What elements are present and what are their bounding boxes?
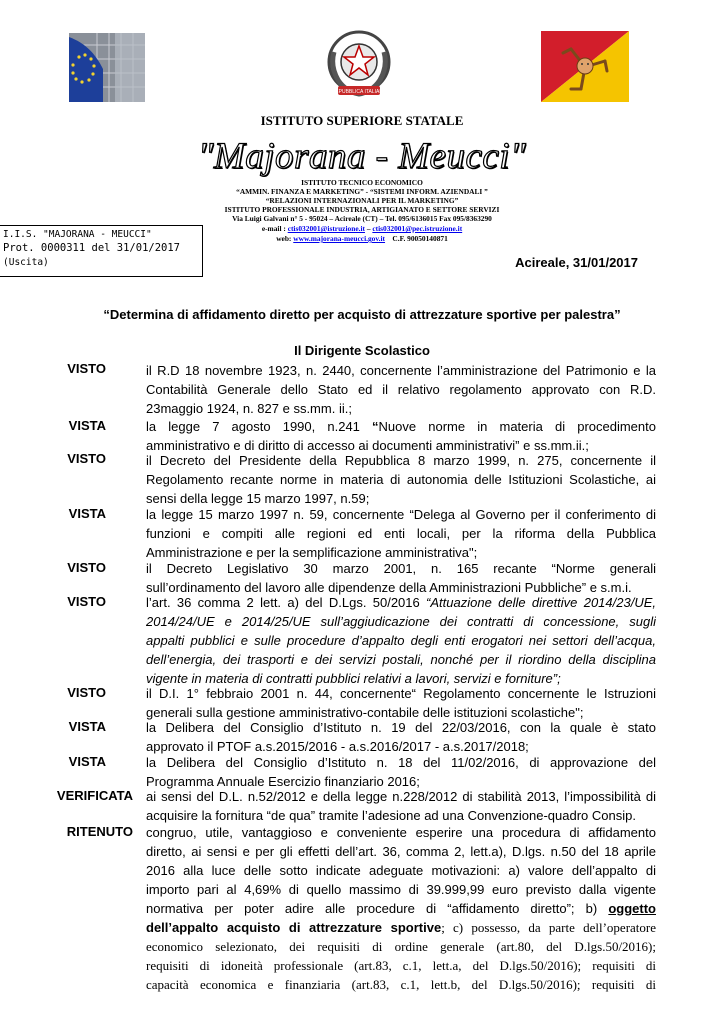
text-line: diretto, ai sensi e per gli effetti dell’art. 36, comma 2, lett.a), D.lgs. n.50 del 18 aprile — [146, 844, 656, 859]
text-line: 23maggio 1924, n. 827 e ss.mm. ii.; — [146, 401, 352, 416]
paragraph-consip — [146, 787, 656, 825]
paragraph-dlgs-165 — [146, 559, 656, 597]
text-line: Amministrazione e per la semplificazione amministrativa"; — [146, 545, 478, 560]
label-vista: VISTA — [68, 754, 106, 769]
text-run: dell’appalto acquisto di attrezzature sportive — [146, 920, 442, 935]
text-line: 2016 alla luce delle sotto indicate adeguate motivazioni: a) valore dell’appalto di — [146, 863, 656, 878]
email-link-pec[interactable]: ctis032001@pec.istruzione.it — [372, 224, 463, 233]
protocol-stamp — [0, 225, 203, 277]
website-link[interactable]: www.majorana-meucci.gov.it — [293, 234, 386, 243]
text-line: la Delibera del Consiglio d’Istituto n. 19 del 22/03/2016, con la quale è stato — [146, 720, 656, 735]
school-name: "Majorana - Meucci" — [197, 136, 527, 177]
label-visto: VISTO — [67, 685, 106, 700]
email-separator: – — [364, 224, 373, 233]
sicily-flag-image — [541, 31, 629, 102]
place-date: Acireale, 31/01/2017 — [515, 255, 638, 270]
text-line: requisiti di idoneità professionale (art.83, c.1, lett.a, del D.lgs.50/2016); requisiti di — [146, 958, 656, 973]
text-line — [146, 899, 656, 918]
text-line: economico selezionato, dei requisiti di ordine generale (art.80, del D.lgs.50/2016); — [146, 939, 656, 954]
paragraph-delibera-18 — [146, 753, 656, 791]
header-line-1: ISTITUTO TECNICO ECONOMICO — [301, 178, 423, 187]
label-vista: VISTA — [68, 418, 106, 433]
label-visto: VISTO — [67, 451, 106, 466]
document-subject: “Determina di affidamento diretto per acquisto di attrezzature sportive per palestra” — [103, 307, 621, 322]
text-line: 2014/24/UE e 2014/25/UE sull’aggiudicazione dei contratti di concessione, sugli — [146, 614, 656, 629]
header-line-2: “AMMIN. FINANZA E MARKETING” - “SISTEMI INFORM. AZIENDALI ” — [236, 187, 488, 196]
text-line: Contabilità Generale dello Stato ed il relativo regolamento approvato con R.D. — [146, 382, 656, 397]
text-line: il Decreto Legislativo 30 marzo 2001, n. 165 recante “Norme generali — [146, 561, 656, 576]
email-label: e-mail : — [261, 224, 286, 233]
paragraph-di-44 — [146, 684, 656, 722]
web-label: web: — [276, 234, 292, 243]
text-run: l’art. 36 comma 2 lett. a) del D.Lgs. 50/2016 — [146, 595, 427, 610]
text-run: normativa per poter adire alle procedure di “affidamento diretto”; b) — [146, 901, 609, 916]
text-line: il Decreto del Presidente della Repubblica 8 marzo 1999, n. 275, concernente il — [146, 453, 656, 468]
text-line: vigente in materia di contratti pubblici relativi a lavori, servizi e forniture”; — [146, 671, 561, 686]
paragraph-legge-59 — [146, 505, 656, 562]
text-line: la legge 15 marzo 1997 n. 59, concernente “Delega al Governo per il conferimento di — [146, 507, 656, 522]
paragraph-dlgs-50 — [146, 593, 656, 688]
text-line: appalti pubblici e sulle procedure d’appalto degli enti erogatori nei settori dell’acqua, — [146, 633, 656, 648]
text-run: Nuove norme in materia di procedimento — [378, 419, 656, 434]
text-line: il R.D 18 novembre 1923, n. 2440, concernente l’amministrazione del Patrimonio e la — [146, 363, 656, 378]
paragraph-ritenuto — [146, 823, 656, 994]
label-verificata: VERIFICATA — [56, 788, 133, 803]
text-run: oggetto — [608, 901, 656, 916]
text-line: approvato il PTOF a.s.2015/2016 - a.s.2016/2017 - a.s.2017/2018; — [146, 739, 529, 754]
text-line — [146, 593, 656, 612]
stamp-direction: (Uscita) — [3, 257, 49, 268]
paragraph-legge-241 — [146, 417, 656, 455]
emblem-ribbon-text: REPUBBLICA ITALIANA — [331, 89, 387, 95]
text-run: “ — [372, 419, 379, 434]
text-run: “Attuazione delle direttive 2014/23/UE, — [426, 595, 656, 610]
paragraph-rd-1923 — [146, 361, 656, 418]
header-address: Via Luigi Galvani n° 5 - 95024 – Acireale (CT) – Tel. 095/6136015 Fax 095/8363290 — [232, 214, 492, 223]
text-line: sull’ordinamento del lavoro alle dipendenze della Amministrazioni Pubbliche” e s.m.i. — [146, 580, 632, 595]
stamp-institute: I.I.S. "MAJORANA - MEUCCI" — [3, 229, 152, 240]
stamp-protocol-number: Prot. 0000311 del 31/01/2017 — [3, 242, 181, 254]
text-line: sensi della legge 15 marzo 1997, n.59; — [146, 491, 370, 506]
text-line: Programma Annuale Esercizio finanziario 2016; — [146, 774, 420, 789]
text-line: generali sulla gestione amministrativo-contabile delle istituzioni scolastiche"; — [146, 705, 584, 720]
text-run: ; c) possesso, da parte dell’operatore — [441, 920, 656, 935]
label-visto: VISTO — [67, 361, 106, 376]
eu-flag-image — [69, 33, 145, 102]
italian-republic-emblem — [324, 26, 394, 102]
paragraph-delibera-19 — [146, 718, 656, 756]
school-type: ISTITUTO SUPERIORE STATALE — [260, 113, 464, 128]
label-vista: VISTA — [68, 506, 106, 521]
text-line: congruo, utile, vantaggioso e conveniente esperire una procedura di affidamento — [146, 825, 656, 840]
label-vista: VISTA — [68, 719, 106, 734]
text-line: la Delibera del Consiglio d’Istituto n. 18 del 11/02/2016, di approvazione del — [146, 755, 656, 770]
text-line: capacità economica e finanziaria (art.83, c.1, lett.b, del D.lgs.50/2016); requisiti di — [146, 977, 656, 992]
text-line: ai sensi del D.L. n.52/2012 e della legge n.228/2012 di stabilità 2013, l’impossibilità di — [146, 789, 656, 804]
text-line: funzioni e compiti alle regioni ed enti locali, per la riforma della Pubblica — [146, 526, 656, 541]
text-line: Regolamento recante norme in materia di autonomia delle Istituzioni Scolastiche, ai — [146, 472, 656, 487]
email-link-istruzione[interactable]: ctis032001@istruzione.it — [287, 224, 365, 233]
text-line: il D.I. 1° febbraio 2001 n. 44, concernente“ Regolamento concernente le Istruzioni — [146, 686, 656, 701]
label-visto: VISTO — [67, 594, 106, 609]
text-line — [146, 417, 656, 436]
header-line-4: ISTITUTO PROFESSIONALE INDUSTRIA, ARTIGIANATO E SETTORE SERVIZI — [224, 205, 500, 214]
dirigente-heading: Il Dirigente Scolastico — [294, 343, 430, 358]
label-visto: VISTO — [67, 560, 106, 575]
fiscal-code: C.F. 90050140871 — [392, 234, 448, 243]
text-line: acquisire la fornitura “de qua” tramite l’adesione ad una Convenzione-quadro Consip. — [146, 808, 636, 823]
text-run: la legge 7 agosto 1990, n.241 — [146, 419, 373, 434]
paragraph-dpr-275 — [146, 451, 656, 508]
text-line: amministrativo e di diritto di accesso ai documenti amministrativi” e ss.mm.ii.; — [146, 438, 589, 453]
text-line: importo pari al 4,69% di quello massimo di 39.999,99 euro previsto dalla vigente — [146, 882, 656, 897]
label-ritenuto: RITENUTO — [66, 824, 133, 839]
text-line: dell’energia, dei trasporti e dei servizi postali, nonché per il riordino della disciplina — [146, 652, 656, 667]
header-line-3: “RELAZIONI INTERNAZIONALI PER IL MARKETING” — [265, 196, 459, 205]
text-line — [146, 918, 656, 937]
